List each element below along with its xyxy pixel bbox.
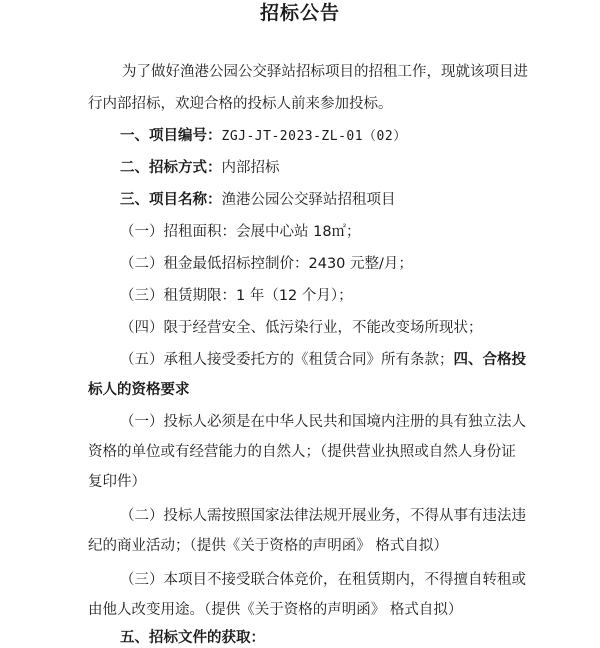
requirement-1-line-2: 资格的单位或有经营能力的自然人；（提供营业执照或自然人身份证 xyxy=(88,444,516,460)
qualification-heading-part1: 四、合格投 xyxy=(453,352,526,368)
lease-term-line: （三）租赁期限：1 年（12 个月）； xyxy=(120,288,353,304)
requirement-3-line-2: 由他人改变用途。（提供《关于资格的声明函》 格式自拟） xyxy=(88,602,463,618)
bidding-method-value: 内部招标 xyxy=(221,160,280,176)
requirement-1-line-1: （一）投标人必须是在中华人民共和国境内注册的具有独立法人 xyxy=(120,414,526,430)
min-rent-line: （二）租金最低招标控制价：2430 元整/月； xyxy=(120,256,413,272)
tender-documents-heading: 五、招标文件的获取： xyxy=(120,630,265,646)
project-name-value: 渔港公园公交驿站招租项目 xyxy=(221,192,396,208)
project-name-label: 三、项目名称： xyxy=(120,192,222,208)
intro-line-2: 行内部招标，欢迎合格的投标人前来参加投标。 xyxy=(88,96,393,112)
project-number-label: 一、项目编号： xyxy=(120,128,222,144)
qualification-heading-part2: 标人的资格要求 xyxy=(88,382,190,398)
project-number-row xyxy=(120,126,407,147)
requirement-2-line-1: （二）投标人需按照国家法律法规开展业务，不得从事有违法违 xyxy=(120,508,526,524)
intro-line-1: 为了做好渔港公园公交驿站招标项目的招租工作，现就该项目进 xyxy=(122,64,528,80)
bidding-method-row xyxy=(120,158,280,178)
project-name-row xyxy=(120,190,396,210)
requirement-2-line-2: 纪的商业活动；（提供《关于资格的声明函》 格式自拟） xyxy=(88,538,448,554)
project-number-value: ZGJ-JT-2023-ZL-01（02） xyxy=(221,129,407,144)
requirement-1-line-3: 复印件） xyxy=(88,474,146,490)
lease-area-line: （一）招租面积：会展中心站 18㎡； xyxy=(120,224,361,240)
lease-contract-line xyxy=(120,350,526,370)
bidding-method-label: 二、招标方式： xyxy=(120,160,222,176)
business-restriction-line: （四）限于经营安全、低污染行业，不能改变场所现状； xyxy=(120,320,483,336)
requirement-3-line-1: （三）本项目不接受联合体竞价，在租赁期内，不得擅自转租或 xyxy=(120,572,526,588)
page-title: 招标公告 xyxy=(259,2,340,24)
lease-contract-text: （五）承租人接受委托方的《租赁合同》所有条款； xyxy=(120,352,454,368)
